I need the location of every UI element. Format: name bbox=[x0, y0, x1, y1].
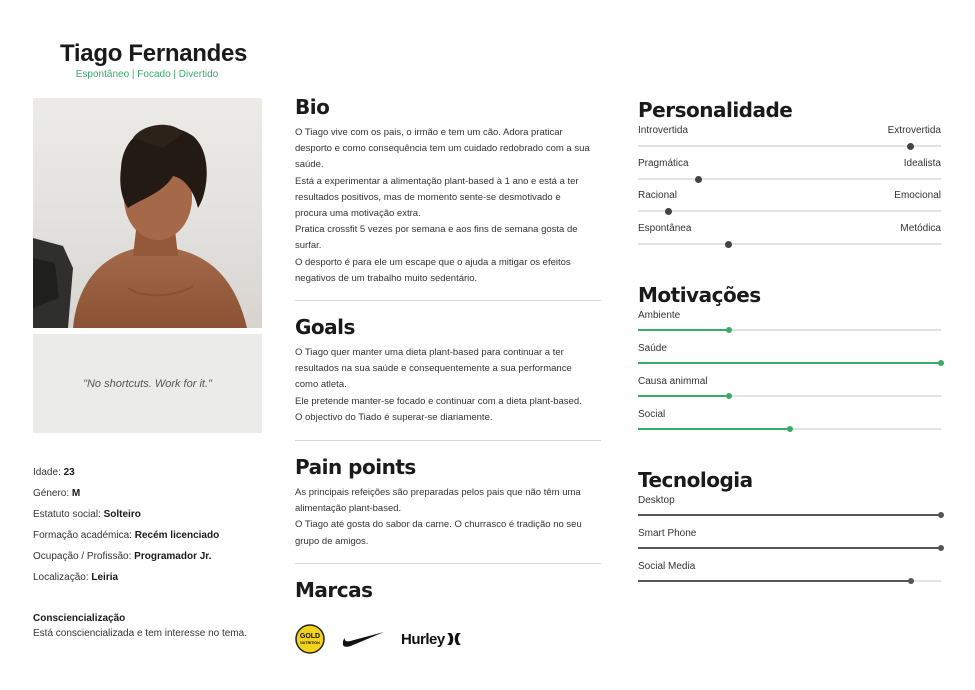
fact-education: Formação académica: Recém licenciado bbox=[33, 530, 220, 541]
motivation-bar: Ambiente bbox=[638, 310, 941, 343]
personality-scale: Introvertida Extrovertida bbox=[638, 125, 941, 158]
motivations-section bbox=[638, 283, 941, 442]
personality-scale: Racional Emocional bbox=[638, 190, 941, 223]
svg-text:NUTRITION: NUTRITION bbox=[300, 641, 320, 645]
divider bbox=[295, 563, 601, 564]
personality-section bbox=[638, 98, 941, 255]
motivation-bar: Social bbox=[638, 409, 941, 442]
pain-points-text: As principais refeições são preparadas pelos pais que não têm uma alimentação plant-based. O Tiago até gosta do sabor da carne. O churrasco é tradição no seu grupo de amigos. bbox=[295, 487, 582, 547]
fact-occupation: Ocupação / Profissão: Programador Jr. bbox=[33, 551, 212, 562]
technology-bar: Desktop bbox=[638, 495, 941, 528]
brand-logos bbox=[295, 624, 462, 654]
fact-location: Localização: Leiria bbox=[33, 572, 119, 583]
persona-name: Tiago Fernandes bbox=[60, 40, 248, 67]
divider bbox=[295, 300, 601, 301]
pain-points-title: Pain points bbox=[295, 455, 416, 479]
persona-photo bbox=[33, 98, 262, 328]
brands-section bbox=[295, 578, 601, 602]
scale-marker bbox=[695, 176, 702, 183]
goals-section bbox=[295, 315, 601, 426]
fact-social-status: Estatuto social: Solteiro bbox=[33, 509, 141, 520]
bio-title: Bio bbox=[295, 95, 330, 119]
technology-bar: Social Media bbox=[638, 561, 941, 594]
awareness-text: Está consciencializada e tem interesse no tema. bbox=[33, 628, 247, 639]
technology-bar: Smart Phone bbox=[638, 528, 941, 561]
scale-marker bbox=[725, 241, 732, 248]
scale-marker bbox=[907, 143, 914, 150]
quote-box bbox=[33, 334, 262, 433]
motivation-bar: Causa animmal bbox=[638, 376, 941, 409]
bio-text: O Tiago vive com os pais, o irmão e tem um cão. Adora praticar desporto e como consequência tem um cuidado redobrado com a sua saúde. Está a experimentar a alimentação plant-based à 1 ano e está a ter resultados positivos, mas de momento sente-se desmotivado e procura uma motivação extra. Pratica crossfit 5 vezes por semana e aos fins de semana gosta de surfar. O desporto é para ele um escape que o ajuda a mitigar os efeitos negativos de um trabalho muito sedentário. bbox=[295, 127, 590, 284]
fact-age: Idade: 23 bbox=[33, 467, 75, 478]
nike-logo bbox=[341, 629, 385, 649]
technology-title: Tecnologia bbox=[638, 468, 753, 492]
gold-nutrition-logo bbox=[295, 624, 325, 654]
persona-quote: "No shortcuts. Work for it." bbox=[83, 377, 212, 390]
bio-section bbox=[295, 95, 601, 287]
scale-marker bbox=[665, 208, 672, 215]
persona-traits: Espontâneo | Focado | Divertido bbox=[75, 69, 219, 80]
technology-section bbox=[638, 468, 941, 594]
goals-text: O Tiago quer manter uma dieta plant-based para continuar a ter resultados na sua saúde e consequentemente a sua performance como atleta. Ele pretende manter-se focado e continuar com a dieta plant-based. O objectivo do Tiado é superar-se diariamente. bbox=[295, 347, 582, 423]
brands-title: Marcas bbox=[295, 578, 373, 602]
demographics bbox=[33, 466, 273, 592]
divider bbox=[295, 440, 601, 441]
awareness-title: Consciencialização bbox=[33, 613, 126, 624]
pain-points-section bbox=[295, 455, 601, 550]
motivations-title: Motivações bbox=[638, 283, 761, 307]
personality-title: Personalidade bbox=[638, 98, 793, 122]
hurley-logo: Hurley bbox=[401, 631, 462, 648]
motivation-bar: Saúde bbox=[638, 343, 941, 376]
personality-scale: Pragmática Idealista bbox=[638, 158, 941, 191]
goals-title: Goals bbox=[295, 315, 355, 339]
fact-gender: Género: M bbox=[33, 488, 81, 499]
personality-scale: Espontânea Metódica bbox=[638, 223, 941, 256]
svg-text:GOLD: GOLD bbox=[299, 633, 321, 640]
